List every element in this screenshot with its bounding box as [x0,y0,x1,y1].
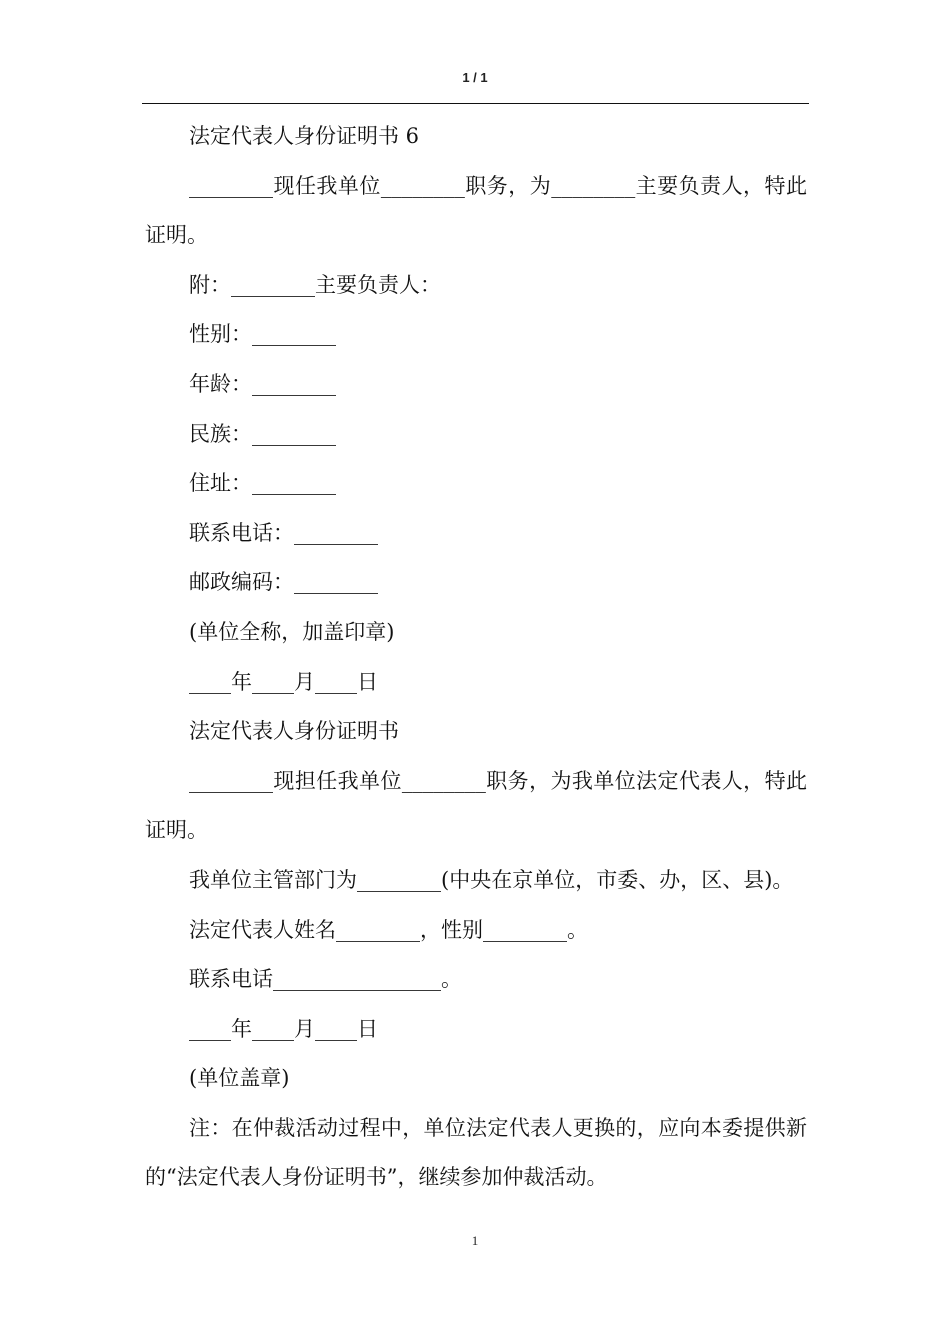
field-postcode: 邮政编码：________ [189,570,378,595]
seal-note-2: (单位盖章) [189,1066,290,1091]
header-divider [142,103,809,104]
page-counter: 1 / 1 [462,70,488,85]
date-line-2: ____年____月____日 [189,1016,378,1041]
certification-statement-2: ________现担任我单位________职务，为我单位法定代表人，特此证明。 [145,768,807,843]
attachment-heading: 附：________主要负责人： [189,272,441,297]
seal-note-1: (单位全称，加盖印章) [189,619,395,644]
contact-phone: 联系电话________________。 [189,967,462,992]
certification-statement-1: ________现任我单位________职务，为________主要负责人，特此证明。 [145,173,807,248]
supervising-department: 我单位主管部门为________(中央在京单位，市委、办，区、县)。 [189,867,794,892]
doc-title-1: 法定代表人身份证明书 6 [189,124,420,148]
date-line-1: ____年____月____日 [189,669,378,694]
field-gender: 性别：________ [189,322,336,347]
representative-name-gender: 法定代表人姓名________，性别________。 [189,917,588,942]
field-phone: 联系电话：________ [189,520,378,545]
document-body [145,112,807,1203]
field-ethnicity: 民族：________ [189,421,336,446]
field-address: 住址：________ [189,471,336,496]
arbitration-note: 注：在仲裁活动过程中，单位法定代表人更换的，应向本委提供新的“法定代表人身份证明书”，继续参加仲裁活动。 [145,1115,807,1190]
page-number: 1 [471,1233,479,1248]
doc-title-2: 法定代表人身份证明书 [189,719,399,744]
field-age: 年龄：________ [189,371,336,396]
